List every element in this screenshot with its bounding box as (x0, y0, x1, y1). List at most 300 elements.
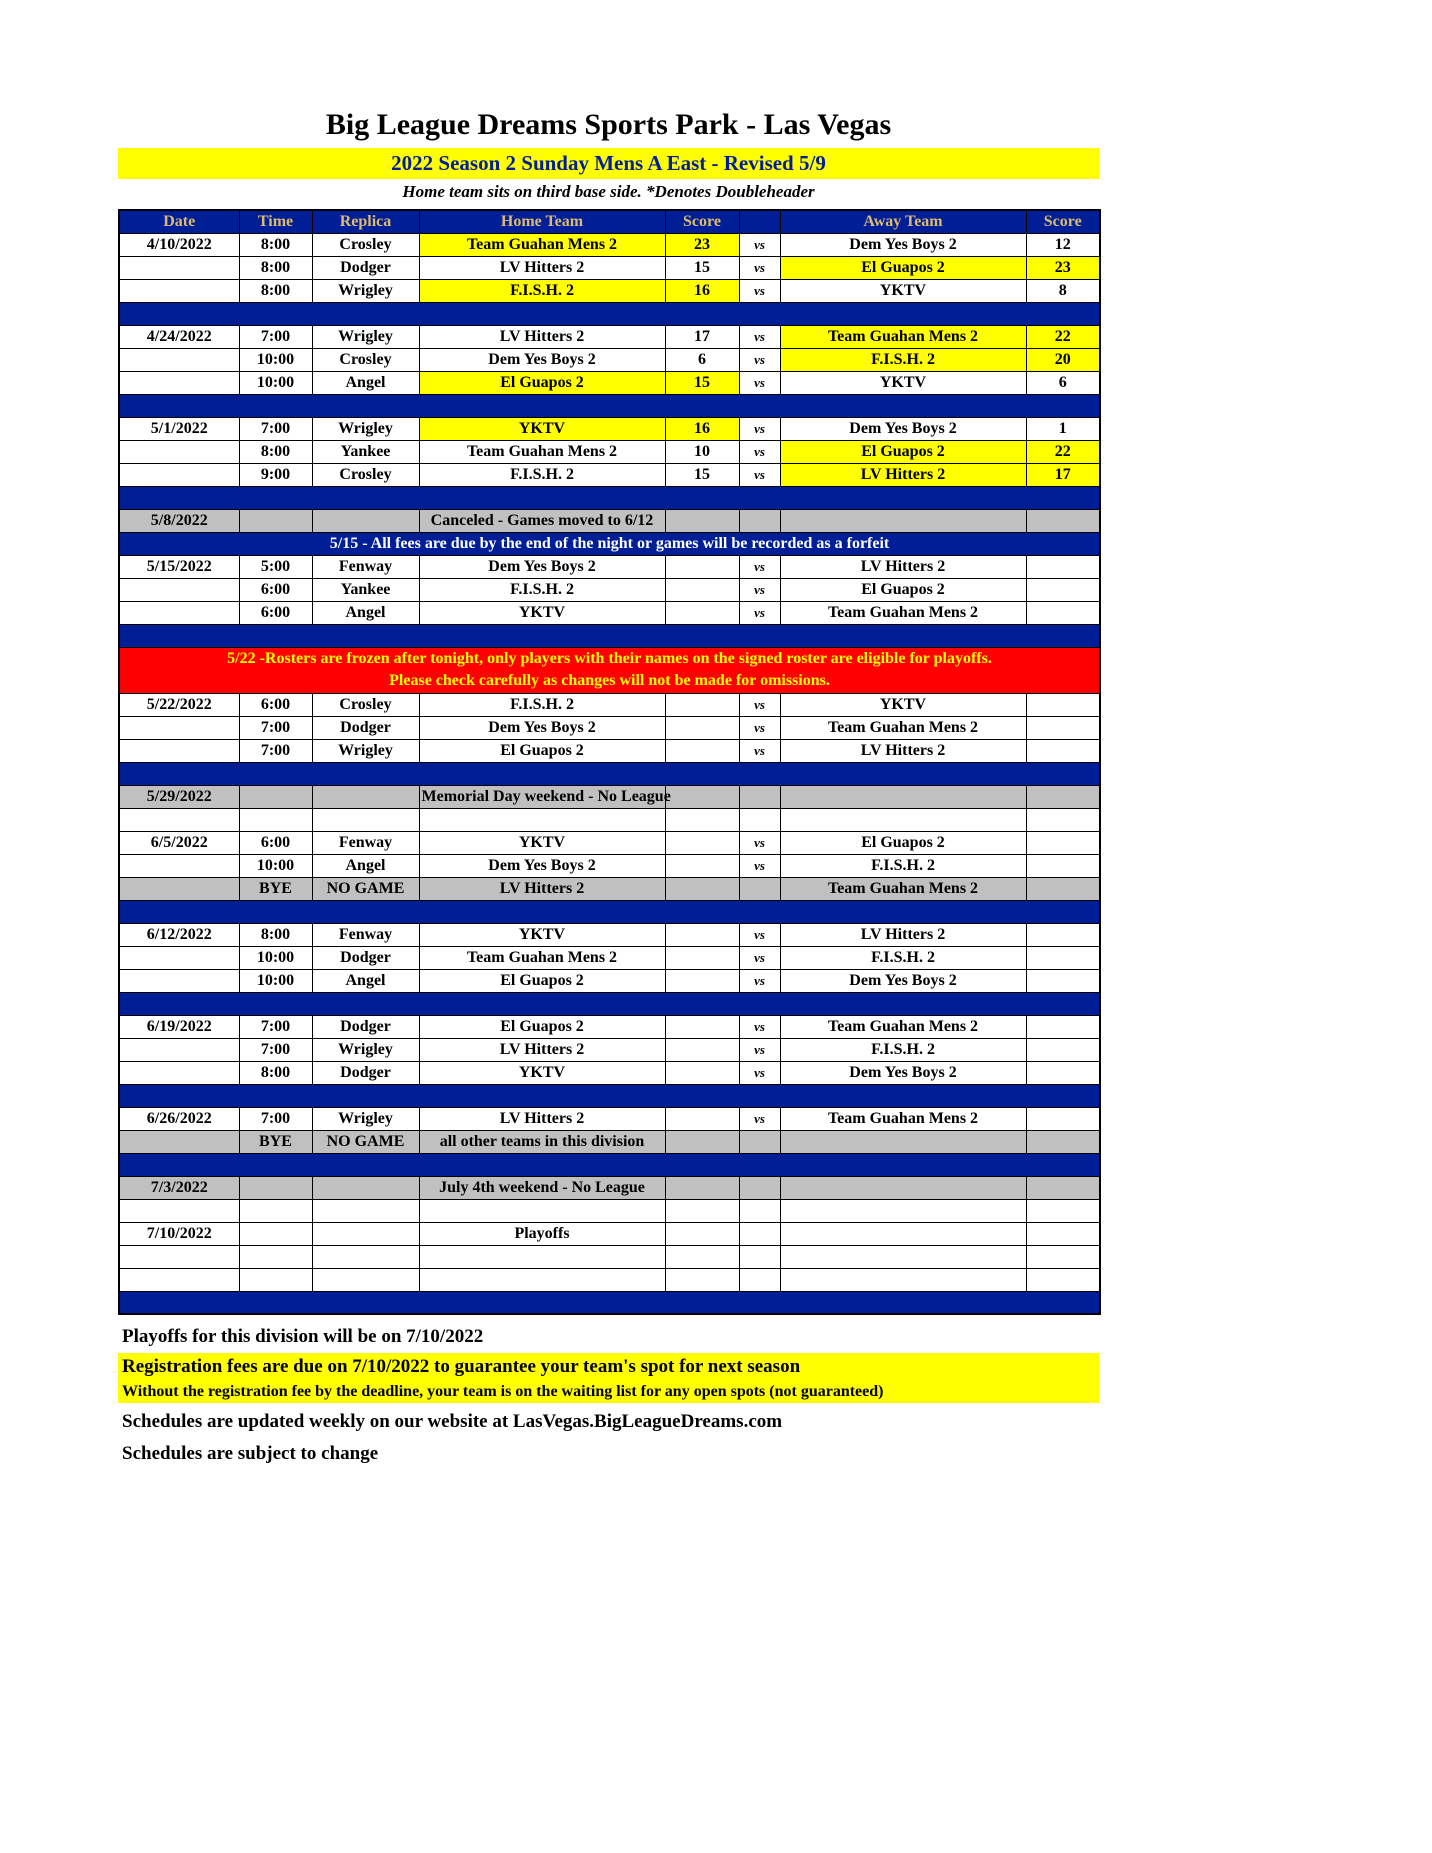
cell-replica: Dodger (312, 256, 419, 279)
row-separator (119, 900, 1100, 923)
cell-time: 6:00 (239, 831, 312, 854)
cell-vs: vs (739, 555, 780, 578)
row-gray (119, 1176, 1100, 1199)
header-vs (739, 210, 780, 233)
cell-date: 6/12/2022 (119, 923, 239, 946)
cell-away_score: 22 (1026, 325, 1100, 348)
cell-date (119, 1061, 239, 1084)
cell-home (419, 1245, 665, 1268)
cell-away_score (1026, 785, 1100, 808)
cell-away_score (1026, 1130, 1100, 1153)
cell-date (119, 808, 239, 831)
cell-replica: Wrigley (312, 739, 419, 762)
cell-away_score (1026, 831, 1100, 854)
cell-away_score (1026, 601, 1100, 624)
row-gray (119, 877, 1100, 900)
cell-home_score (665, 555, 739, 578)
cell-vs (739, 1199, 780, 1222)
cell-time: 10:00 (239, 946, 312, 969)
schedule-table (118, 209, 1101, 1315)
cell-home: YKTV (419, 417, 665, 440)
row-game (119, 555, 1100, 578)
cell-away: F.I.S.H. 2 (780, 1038, 1026, 1061)
row-game (119, 348, 1100, 371)
alert-line: Please check carefully as changes will not be made for omissions. (389, 672, 830, 689)
row-gray (119, 785, 1100, 808)
cell-date (119, 946, 239, 969)
cell-home_score (665, 1268, 739, 1291)
separator-bar (119, 1153, 1100, 1176)
page-title: Big League Dreams Sports Park - Las Vegas (325, 108, 892, 141)
cell-away_score (1026, 946, 1100, 969)
row-game (119, 1061, 1100, 1084)
cell-time (239, 1222, 312, 1245)
cell-home: Team Guahan Mens 2 (419, 233, 665, 256)
cell-home: Team Guahan Mens 2 (419, 946, 665, 969)
cell-time: 8:00 (239, 923, 312, 946)
cell-date (119, 1268, 239, 1291)
cell-home: Memorial Day weekend - No League (419, 785, 665, 808)
cell-home: Team Guahan Mens 2 (419, 440, 665, 463)
cell-replica: Fenway (312, 831, 419, 854)
cell-vs: vs (739, 348, 780, 371)
cell-replica: Wrigley (312, 417, 419, 440)
row-game (119, 279, 1100, 302)
cell-away: F.I.S.H. 2 (780, 946, 1026, 969)
cell-home: El Guapos 2 (419, 969, 665, 992)
cell-away: LV Hitters 2 (780, 923, 1026, 946)
cell-time: 8:00 (239, 279, 312, 302)
row-blank (119, 808, 1100, 831)
cell-home_score: 6 (665, 348, 739, 371)
cell-time: 5:00 (239, 555, 312, 578)
cell-home: F.I.S.H. 2 (419, 578, 665, 601)
cell-home (419, 1268, 665, 1291)
cell-away: YKTV (780, 279, 1026, 302)
cell-time: 6:00 (239, 601, 312, 624)
schedule-change-note: Schedules are subject to change (122, 1443, 379, 1464)
cell-time: BYE (239, 877, 312, 900)
cell-date (119, 1199, 239, 1222)
cell-home: El Guapos 2 (419, 1015, 665, 1038)
cell-replica (312, 1222, 419, 1245)
cell-away_score: 12 (1026, 233, 1100, 256)
cell-home: LV Hitters 2 (419, 877, 665, 900)
alert-line: 5/22 -Rosters are frozen after tonight, only players with their names on the signed roster are eligible for playoffs. (227, 650, 992, 667)
cell-date: 6/5/2022 (119, 831, 239, 854)
season-banner: 2022 Season 2 Sunday Mens A East - Revised 5/9 (118, 148, 1099, 179)
row-game (119, 440, 1100, 463)
cell-away: Dem Yes Boys 2 (780, 969, 1026, 992)
cell-home_score (665, 1015, 739, 1038)
cell-home_score (665, 739, 739, 762)
cell-away_score (1026, 509, 1100, 532)
separator-bar (119, 900, 1100, 923)
cell-away_score: 23 (1026, 256, 1100, 279)
cell-away (780, 1199, 1026, 1222)
row-game (119, 325, 1100, 348)
cell-replica: Wrigley (312, 1038, 419, 1061)
cell-home: all other teams in this division (419, 1130, 665, 1153)
row-game (119, 233, 1100, 256)
cell-replica: Angel (312, 854, 419, 877)
cell-home_score (665, 854, 739, 877)
cell-time: 7:00 (239, 716, 312, 739)
row-game (119, 1015, 1100, 1038)
cell-home_score: 16 (665, 417, 739, 440)
cell-home_score (665, 1199, 739, 1222)
header-away-team: Away Team (780, 210, 1026, 233)
row-separator (119, 1291, 1100, 1314)
alert-text (119, 647, 1100, 693)
cell-replica: Crosley (312, 233, 419, 256)
cell-vs: vs (739, 969, 780, 992)
cell-replica (312, 1268, 419, 1291)
row-game (119, 417, 1100, 440)
cell-vs: vs (739, 1038, 780, 1061)
cell-home_score: 23 (665, 233, 739, 256)
row-gray (119, 509, 1100, 532)
header-replica: Replica (312, 210, 419, 233)
row-game (119, 601, 1100, 624)
row-separator (119, 302, 1100, 325)
cell-home_score (665, 716, 739, 739)
row-blank (119, 1268, 1100, 1291)
row-game (119, 739, 1100, 762)
cell-date (119, 578, 239, 601)
cell-home: F.I.S.H. 2 (419, 463, 665, 486)
cell-replica (312, 1245, 419, 1268)
cell-time: 10:00 (239, 854, 312, 877)
row-separator (119, 394, 1100, 417)
schedule-body (119, 233, 1100, 1314)
cell-replica: Crosley (312, 348, 419, 371)
cell-away_score (1026, 1222, 1100, 1245)
cell-home_score (665, 946, 739, 969)
cell-date (119, 440, 239, 463)
cell-away: Dem Yes Boys 2 (780, 417, 1026, 440)
waitlist-note: Without the registration fee by the deadline, your team is on the waiting list for any open spots (not guaranteed) (118, 1381, 1099, 1403)
cell-away: Dem Yes Boys 2 (780, 1061, 1026, 1084)
row-game (119, 854, 1100, 877)
cell-date (119, 877, 239, 900)
separator-bar (119, 762, 1100, 785)
cell-vs (739, 1130, 780, 1153)
cell-time (239, 1268, 312, 1291)
row-separator (119, 992, 1100, 1015)
cell-date (119, 969, 239, 992)
cell-away (780, 808, 1026, 831)
row-alert (119, 647, 1100, 693)
separator-bar (119, 394, 1100, 417)
cell-replica (312, 1176, 419, 1199)
cell-away: LV Hitters 2 (780, 555, 1026, 578)
cell-date: 7/10/2022 (119, 1222, 239, 1245)
row-game (119, 1222, 1100, 1245)
cell-away_score: 17 (1026, 463, 1100, 486)
cell-home_score (665, 1245, 739, 1268)
cell-home: LV Hitters 2 (419, 256, 665, 279)
cell-away_score (1026, 808, 1100, 831)
separator-bar (119, 1291, 1100, 1314)
cell-home: YKTV (419, 831, 665, 854)
cell-vs: vs (739, 854, 780, 877)
row-game (119, 578, 1100, 601)
cell-time: 7:00 (239, 325, 312, 348)
cell-replica (312, 785, 419, 808)
cell-away (780, 785, 1026, 808)
separator-bar (119, 302, 1100, 325)
cell-home: LV Hitters 2 (419, 325, 665, 348)
separator-bar (119, 486, 1100, 509)
cell-away: F.I.S.H. 2 (780, 854, 1026, 877)
cell-home_score (665, 578, 739, 601)
cell-away_score (1026, 877, 1100, 900)
schedule-header-row (119, 210, 1100, 233)
cell-home_score (665, 1222, 739, 1245)
cell-away_score: 6 (1026, 371, 1100, 394)
cell-replica: Fenway (312, 555, 419, 578)
cell-away (780, 1245, 1026, 1268)
cell-home_score: 15 (665, 371, 739, 394)
cell-vs: vs (739, 325, 780, 348)
row-game (119, 693, 1100, 716)
cell-date: 5/29/2022 (119, 785, 239, 808)
cell-time: 8:00 (239, 256, 312, 279)
cell-home_score (665, 1107, 739, 1130)
cell-vs: vs (739, 716, 780, 739)
cell-home_score (665, 923, 739, 946)
cell-home: LV Hitters 2 (419, 1107, 665, 1130)
cell-replica: Angel (312, 371, 419, 394)
cell-vs: vs (739, 279, 780, 302)
cell-home: F.I.S.H. 2 (419, 693, 665, 716)
cell-away_score (1026, 1107, 1100, 1130)
header-score: Score (1026, 210, 1100, 233)
cell-vs: vs (739, 417, 780, 440)
cell-home: Dem Yes Boys 2 (419, 555, 665, 578)
cell-home_score (665, 693, 739, 716)
cell-away: Team Guahan Mens 2 (780, 1107, 1026, 1130)
cell-away: El Guapos 2 (780, 831, 1026, 854)
cell-date (119, 1245, 239, 1268)
cell-away_score (1026, 1268, 1100, 1291)
cell-replica: NO GAME (312, 1130, 419, 1153)
cell-time (239, 785, 312, 808)
cell-home_score (665, 509, 739, 532)
website-note: Schedules are updated weekly on our website at LasVegas.BigLeagueDreams.com (122, 1411, 783, 1432)
cell-home_score: 10 (665, 440, 739, 463)
notice-text: 5/15 - All fees are due by the end of the night or games will be recorded as a forfeit (119, 532, 1100, 555)
row-game (119, 946, 1100, 969)
row-blank (119, 1199, 1100, 1222)
cell-time: 10:00 (239, 371, 312, 394)
cell-time: 6:00 (239, 693, 312, 716)
cell-vs (739, 1176, 780, 1199)
cell-away: Team Guahan Mens 2 (780, 1015, 1026, 1038)
cell-vs: vs (739, 233, 780, 256)
row-blank (119, 1245, 1100, 1268)
cell-away_score (1026, 555, 1100, 578)
cell-time: 7:00 (239, 1015, 312, 1038)
cell-away_score (1026, 578, 1100, 601)
cell-date (119, 463, 239, 486)
cell-away_score (1026, 1245, 1100, 1268)
cell-vs (739, 1268, 780, 1291)
cell-replica (312, 808, 419, 831)
cell-date (119, 739, 239, 762)
cell-time (239, 808, 312, 831)
cell-date (119, 854, 239, 877)
cell-vs: vs (739, 831, 780, 854)
row-separator (119, 762, 1100, 785)
cell-time: 7:00 (239, 1107, 312, 1130)
playoffs-note: Playoffs for this division will be on 7/10/2022 (122, 1326, 484, 1347)
cell-away: Dem Yes Boys 2 (780, 233, 1026, 256)
cell-replica (312, 1199, 419, 1222)
cell-vs: vs (739, 256, 780, 279)
cell-date: 6/19/2022 (119, 1015, 239, 1038)
cell-date: 4/10/2022 (119, 233, 239, 256)
cell-date: 5/22/2022 (119, 693, 239, 716)
cell-date (119, 256, 239, 279)
cell-vs: vs (739, 693, 780, 716)
cell-away_score (1026, 1015, 1100, 1038)
cell-replica: Angel (312, 601, 419, 624)
cell-replica: Wrigley (312, 1107, 419, 1130)
row-game (119, 371, 1100, 394)
cell-replica: Dodger (312, 1061, 419, 1084)
cell-date: 5/8/2022 (119, 509, 239, 532)
cell-home_score (665, 601, 739, 624)
cell-replica: Dodger (312, 716, 419, 739)
cell-away: Team Guahan Mens 2 (780, 325, 1026, 348)
row-notice (119, 532, 1100, 555)
cell-away: El Guapos 2 (780, 578, 1026, 601)
row-game (119, 1107, 1100, 1130)
row-game (119, 969, 1100, 992)
separator-bar (119, 1084, 1100, 1107)
cell-vs (739, 785, 780, 808)
cell-time: 7:00 (239, 1038, 312, 1061)
cell-home: YKTV (419, 1061, 665, 1084)
cell-vs (739, 877, 780, 900)
cell-home_score (665, 785, 739, 808)
cell-home: F.I.S.H. 2 (419, 279, 665, 302)
cell-home: LV Hitters 2 (419, 1038, 665, 1061)
cell-vs: vs (739, 1061, 780, 1084)
header-home-team: Home Team (419, 210, 665, 233)
cell-time: 10:00 (239, 348, 312, 371)
cell-replica: Dodger (312, 1015, 419, 1038)
cell-vs: vs (739, 601, 780, 624)
header-score: Score (665, 210, 739, 233)
row-separator (119, 624, 1100, 647)
separator-bar (119, 624, 1100, 647)
cell-vs: vs (739, 1015, 780, 1038)
cell-replica: Yankee (312, 440, 419, 463)
cell-away (780, 1130, 1026, 1153)
cell-vs: vs (739, 371, 780, 394)
cell-home_score: 17 (665, 325, 739, 348)
row-separator (119, 1084, 1100, 1107)
cell-home: Dem Yes Boys 2 (419, 854, 665, 877)
row-game (119, 463, 1100, 486)
page-content (118, 0, 1099, 1467)
cell-home: Dem Yes Boys 2 (419, 716, 665, 739)
header-time: Time (239, 210, 312, 233)
cell-home: El Guapos 2 (419, 739, 665, 762)
header-date: Date (119, 210, 239, 233)
cell-time: BYE (239, 1130, 312, 1153)
cell-vs: vs (739, 1107, 780, 1130)
cell-home_score (665, 1038, 739, 1061)
cell-replica: Dodger (312, 946, 419, 969)
cell-time: 8:00 (239, 440, 312, 463)
cell-date (119, 371, 239, 394)
cell-time: 10:00 (239, 969, 312, 992)
cell-time (239, 1199, 312, 1222)
cell-date: 7/3/2022 (119, 1176, 239, 1199)
cell-replica: NO GAME (312, 877, 419, 900)
cell-vs: vs (739, 946, 780, 969)
cell-time: 8:00 (239, 233, 312, 256)
cell-home_score: 16 (665, 279, 739, 302)
cell-home (419, 808, 665, 831)
cell-vs (739, 1222, 780, 1245)
cell-away_score: 22 (1026, 440, 1100, 463)
cell-time: 7:00 (239, 739, 312, 762)
row-game (119, 256, 1100, 279)
cell-away_score (1026, 923, 1100, 946)
cell-away: LV Hitters 2 (780, 739, 1026, 762)
cell-home_score (665, 1176, 739, 1199)
cell-vs (739, 808, 780, 831)
cell-away: F.I.S.H. 2 (780, 348, 1026, 371)
cell-away: Team Guahan Mens 2 (780, 716, 1026, 739)
cell-home_score (665, 1061, 739, 1084)
cell-date: 5/1/2022 (119, 417, 239, 440)
cell-time (239, 1245, 312, 1268)
row-gray (119, 1130, 1100, 1153)
cell-home_score: 15 (665, 463, 739, 486)
cell-date (119, 348, 239, 371)
cell-date (119, 1130, 239, 1153)
cell-home_score (665, 831, 739, 854)
cell-date (119, 601, 239, 624)
cell-home_score (665, 969, 739, 992)
cell-date: 6/26/2022 (119, 1107, 239, 1130)
cell-date (119, 716, 239, 739)
cell-away_score (1026, 693, 1100, 716)
cell-away: Team Guahan Mens 2 (780, 601, 1026, 624)
cell-away (780, 509, 1026, 532)
cell-replica: Wrigley (312, 325, 419, 348)
registration-note: Registration fees are due on 7/10/2022 to guarantee your team's spot for next season (118, 1353, 1099, 1381)
cell-home: Dem Yes Boys 2 (419, 348, 665, 371)
cell-away: Team Guahan Mens 2 (780, 877, 1026, 900)
cell-vs: vs (739, 923, 780, 946)
cell-time: 6:00 (239, 578, 312, 601)
cell-replica: Fenway (312, 923, 419, 946)
cell-time (239, 509, 312, 532)
row-game (119, 831, 1100, 854)
cell-away_score (1026, 1061, 1100, 1084)
cell-time: 8:00 (239, 1061, 312, 1084)
cell-home: Playoffs (419, 1222, 665, 1245)
cell-time: 7:00 (239, 417, 312, 440)
cell-away_score: 1 (1026, 417, 1100, 440)
